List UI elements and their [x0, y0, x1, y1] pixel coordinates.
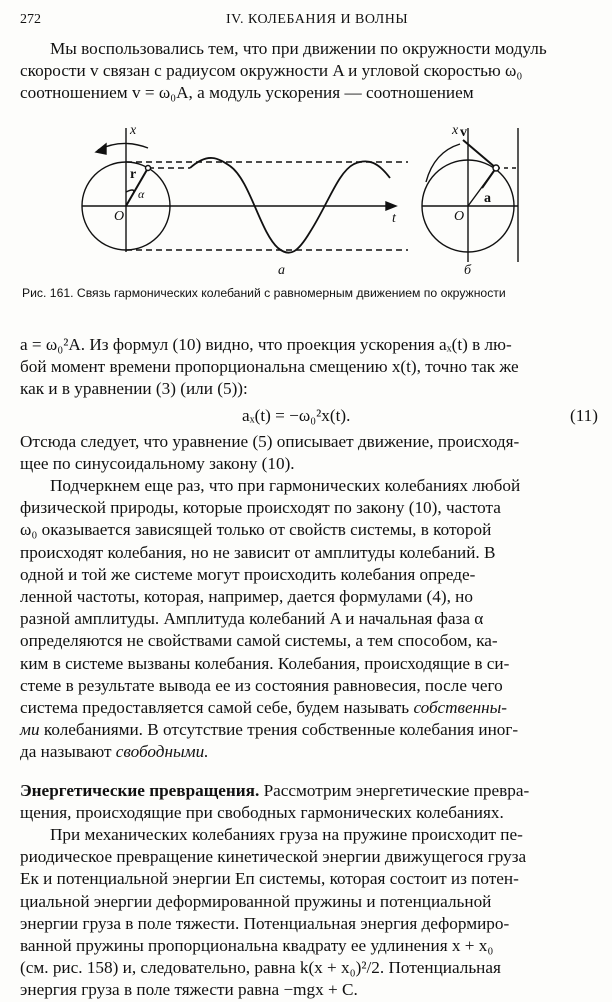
- italic-term: свободными.: [115, 742, 209, 762]
- text-line: [20, 697, 598, 719]
- text-line: физической природы, которые происходят по закону (10), частота: [20, 498, 501, 518]
- t-arrow-icon: [386, 202, 396, 210]
- text-line: соотношением v = ω₀A, а модуль ускорения — соотношением: [20, 83, 474, 103]
- text-line: Мы воспользовались тем, что при движении по окружности модуль: [50, 39, 547, 58]
- text-span: колебаниями. В отсутствие трения собственные колебания иног-: [39, 720, 519, 740]
- text-line: [20, 741, 598, 763]
- label-t: t: [392, 211, 396, 226]
- text-line: скорости v связан с радиусом окружности A и угловой скоростью ω₀: [20, 61, 523, 81]
- text-line: как и в уравнении (3) (или (5)):: [20, 379, 248, 399]
- sublabel-a: а: [278, 263, 285, 278]
- text-line: [20, 719, 598, 741]
- text-line: энергии груза в поле тяжести. Потенциальная энергия деформиро-: [20, 913, 510, 933]
- body-text: [20, 334, 598, 1002]
- label-O-a: O: [114, 209, 125, 224]
- figure-drawing: [78, 122, 528, 282]
- text-span: система предоставляется самой себе, будем называть: [20, 698, 414, 718]
- figure-161: [78, 122, 528, 282]
- text-line: щения, происходящие при свободных гармонических колебаниях.: [20, 802, 504, 822]
- angle-arc: [126, 190, 134, 192]
- text-line: циальной энергии деформированной пружины и потенциальной: [20, 891, 492, 911]
- italic-term: ми: [20, 720, 40, 740]
- label-x-a: x: [130, 123, 137, 138]
- label-r: r: [130, 167, 137, 182]
- equation-number: (11): [570, 405, 598, 425]
- text-line: (см. рис. 158) и, следовательно, равна k(x + x₀)²/2. Потенциальная: [20, 958, 501, 978]
- point-a: [146, 166, 151, 171]
- text-line: ленной частоты, которая, например, дается формулами (4), но: [20, 587, 473, 607]
- equation-11: [20, 401, 598, 431]
- text-line: ким в системе вызваны колебания. Колебания, происходящие в си-: [20, 653, 510, 673]
- text-line: Отсюда следует, что уравнение (5) описывает движение, происходя-: [20, 431, 520, 451]
- text-line: бой момент времени пропорциональна смещению x(t), точно так же: [20, 357, 519, 377]
- text-line: [20, 780, 598, 802]
- page-header: [20, 8, 598, 30]
- text-line: При механических колебаниях груза на пружине происходит пе-: [50, 825, 523, 845]
- text-line: a = ω₀²A. Из формул (10) видно, что проекция ускорения aₓ(t) в лю-: [20, 335, 512, 354]
- text-line: Подчеркнем еще раз, что при гармонических колебаниях любой: [50, 476, 521, 496]
- page-number: 272: [20, 12, 41, 27]
- rotation-arrow-b: [426, 144, 460, 182]
- sublabel-b: б: [464, 263, 472, 278]
- equation-text: aₓ(t) = −ω₀²x(t).: [242, 405, 351, 425]
- text-line: разной амплитуды. Амплитуда колебаний A и начальная фаза α: [20, 609, 484, 629]
- text-span: Рассмотрим энергетические превра-: [259, 780, 530, 800]
- label-v: v: [460, 125, 467, 140]
- label-x-b: x: [452, 123, 459, 138]
- text-span: да называют: [20, 742, 116, 762]
- text-line: риодическое превращение кинетической энергии движущегося груза: [20, 847, 527, 867]
- section-heading: Энергетические превращения.: [20, 780, 260, 800]
- label-alpha: α: [138, 187, 145, 201]
- point-b: [493, 165, 499, 171]
- text-line: энергия груза в поле тяжести равна −mgx + C.: [20, 980, 358, 1000]
- text-line: стеме в результате вывода ее из состояния равновесия, после чего: [20, 675, 503, 695]
- figure-caption: Рис. 161. Связь гармонических колебаний с равномерным движением по окружности: [22, 286, 506, 300]
- label-a-vector: a: [484, 191, 491, 206]
- arrowhead-icon: [96, 144, 106, 154]
- text-line: ω₀ оказывается зависящей только от свойств системы, в которой: [20, 520, 492, 540]
- text-line: ванной пружины пропорциональна квадрату ее удлинения x + x₀: [20, 936, 494, 956]
- running-title: IV. КОЛЕБАНИЯ И ВОЛНЫ: [226, 12, 409, 27]
- paragraph-top: [20, 38, 598, 105]
- text-line: щее по синусоидальному закону (10).: [20, 453, 295, 473]
- italic-term: собственны-: [413, 698, 507, 718]
- label-O-b: O: [454, 209, 465, 224]
- text-line: одной и той же системе могут происходить колебания опреде-: [20, 564, 476, 584]
- text-line: Eк и потенциальной энергии Eп системы, которая состоит из потен-: [20, 869, 519, 889]
- text-line: происходят колебания, но не зависит от амплитуды колебаний. В: [20, 542, 496, 562]
- text-line: определяются не свойствами самой системы, а тем способом, ка-: [20, 631, 498, 651]
